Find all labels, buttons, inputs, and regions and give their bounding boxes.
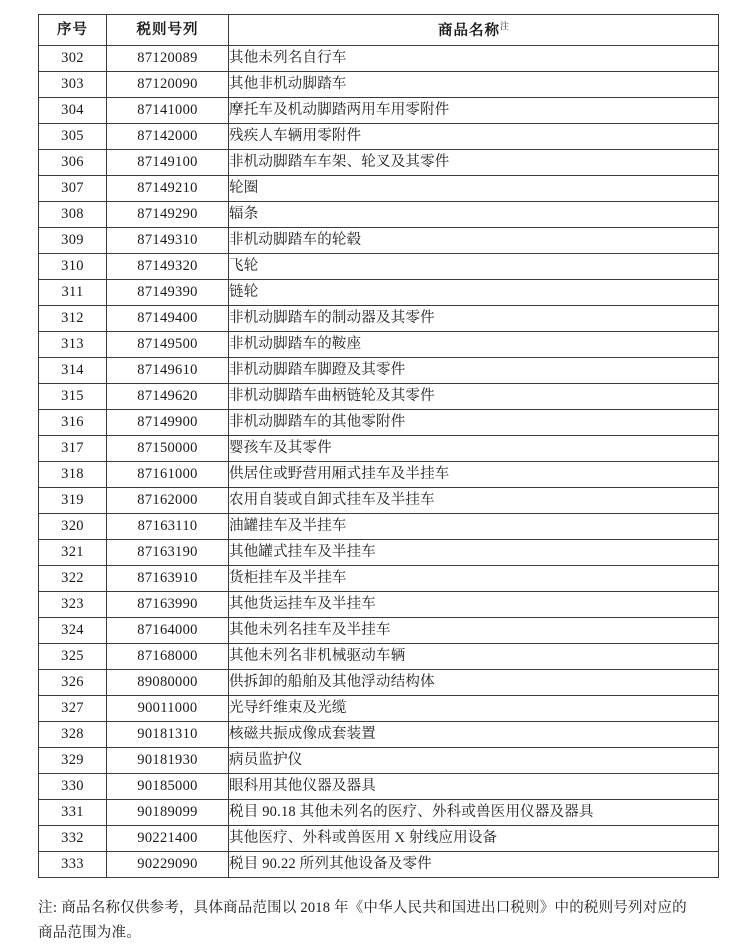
table-row — [39, 488, 719, 514]
table-row — [39, 358, 719, 384]
cell-seq: 312 — [39, 306, 107, 332]
cell-seq: 323 — [39, 592, 107, 618]
cell-code: 90181930 — [107, 748, 229, 774]
column-header-seq: 序号 — [39, 15, 107, 46]
table-row — [39, 852, 719, 878]
cell-seq: 303 — [39, 72, 107, 98]
table-row — [39, 98, 719, 124]
column-header-name-superscript: 注 — [499, 20, 509, 31]
note-text: 商品名称仅供参考，具体商品范围以 2018 年《中华人民共和国进出口税则》中的税则号列对应的商品范围为准。 — [38, 900, 687, 942]
cell-name: 非机动脚踏车曲柄链轮及其零件 — [229, 384, 719, 410]
cell-code: 87141000 — [107, 98, 229, 124]
table-row — [39, 436, 719, 462]
cell-seq: 319 — [39, 488, 107, 514]
table-row — [39, 46, 719, 72]
cell-seq: 307 — [39, 176, 107, 202]
cell-code: 87149400 — [107, 306, 229, 332]
table-row — [39, 72, 719, 98]
cell-code: 87149390 — [107, 280, 229, 306]
cell-seq: 332 — [39, 826, 107, 852]
cell-name: 病员监护仪 — [229, 748, 719, 774]
cell-seq: 316 — [39, 410, 107, 436]
cell-name: 核磁共振成像成套装置 — [229, 722, 719, 748]
cell-seq: 318 — [39, 462, 107, 488]
table-row — [39, 254, 719, 280]
table-body — [39, 46, 719, 878]
cell-seq: 304 — [39, 98, 107, 124]
cell-name: 非机动脚踏车的轮毂 — [229, 228, 719, 254]
cell-code: 87163190 — [107, 540, 229, 566]
cell-seq: 325 — [39, 644, 107, 670]
cell-code: 87161000 — [107, 462, 229, 488]
column-header-name-label: 商品名称 — [437, 22, 500, 39]
column-header-name — [229, 15, 719, 46]
cell-name: 供居住或野营用厢式挂车及半挂车 — [229, 462, 719, 488]
cell-code: 87163910 — [107, 566, 229, 592]
cell-name: 非机动脚踏车车架、轮叉及其零件 — [229, 150, 719, 176]
table-row — [39, 618, 719, 644]
cell-seq: 311 — [39, 280, 107, 306]
cell-name: 光导纤维束及光缆 — [229, 696, 719, 722]
cell-name: 税目 90.18 其他未列名的医疗、外科或兽医用仪器及器具 — [229, 800, 719, 826]
cell-code: 87120089 — [107, 46, 229, 72]
table-row — [39, 696, 719, 722]
cell-seq: 320 — [39, 514, 107, 540]
cell-code: 87149290 — [107, 202, 229, 228]
cell-name: 链轮 — [229, 280, 719, 306]
cell-code: 90185000 — [107, 774, 229, 800]
cell-name: 其他未列名挂车及半挂车 — [229, 618, 719, 644]
cell-code: 87149210 — [107, 176, 229, 202]
cell-seq: 310 — [39, 254, 107, 280]
cell-code: 87162000 — [107, 488, 229, 514]
table-row — [39, 332, 719, 358]
cell-seq: 321 — [39, 540, 107, 566]
cell-code: 87149320 — [107, 254, 229, 280]
cell-name: 其他未列名非机械驱动车辆 — [229, 644, 719, 670]
cell-name: 婴孩车及其零件 — [229, 436, 719, 462]
cell-seq: 326 — [39, 670, 107, 696]
cell-name: 其他非机动脚踏车 — [229, 72, 719, 98]
cell-code: 87150000 — [107, 436, 229, 462]
cell-code: 90181310 — [107, 722, 229, 748]
cell-code: 87164000 — [107, 618, 229, 644]
table-row — [39, 410, 719, 436]
cell-code: 90229090 — [107, 852, 229, 878]
cell-seq: 330 — [39, 774, 107, 800]
cell-code: 87163110 — [107, 514, 229, 540]
cell-seq: 302 — [39, 46, 107, 72]
cell-name: 税目 90.22 所列其他设备及零件 — [229, 852, 719, 878]
cell-name: 油罐挂车及半挂车 — [229, 514, 719, 540]
cell-seq: 327 — [39, 696, 107, 722]
table-row — [39, 514, 719, 540]
cell-code: 90011000 — [107, 696, 229, 722]
cell-name: 眼科用其他仪器及器具 — [229, 774, 719, 800]
table-row — [39, 826, 719, 852]
table-row — [39, 176, 719, 202]
cell-code: 87149900 — [107, 410, 229, 436]
table-row — [39, 566, 719, 592]
cell-code: 87149310 — [107, 228, 229, 254]
table-row — [39, 722, 719, 748]
table-row — [39, 202, 719, 228]
table-row — [39, 800, 719, 826]
cell-seq: 331 — [39, 800, 107, 826]
cell-code: 87142000 — [107, 124, 229, 150]
table-row — [39, 644, 719, 670]
cell-name: 非机动脚踏车的制动器及其零件 — [229, 306, 719, 332]
cell-seq: 329 — [39, 748, 107, 774]
table-row — [39, 228, 719, 254]
cell-seq: 314 — [39, 358, 107, 384]
cell-name: 非机动脚踏车的鞍座 — [229, 332, 719, 358]
cell-code: 87163990 — [107, 592, 229, 618]
table-row — [39, 124, 719, 150]
table-header-row — [39, 15, 719, 46]
cell-seq: 306 — [39, 150, 107, 176]
cell-code: 87149500 — [107, 332, 229, 358]
cell-seq: 308 — [39, 202, 107, 228]
cell-seq: 313 — [39, 332, 107, 358]
cell-name: 供拆卸的船舶及其他浮动结构体 — [229, 670, 719, 696]
cell-seq: 333 — [39, 852, 107, 878]
cell-code: 90221400 — [107, 826, 229, 852]
cell-seq: 305 — [39, 124, 107, 150]
cell-name: 其他未列名自行车 — [229, 46, 719, 72]
table-row — [39, 670, 719, 696]
cell-seq: 309 — [39, 228, 107, 254]
cell-seq: 317 — [39, 436, 107, 462]
cell-name: 货柜挂车及半挂车 — [229, 566, 719, 592]
cell-seq: 322 — [39, 566, 107, 592]
cell-name: 非机动脚踏车脚蹬及其零件 — [229, 358, 719, 384]
cell-name: 其他货运挂车及半挂车 — [229, 592, 719, 618]
table-row — [39, 306, 719, 332]
cell-name: 其他罐式挂车及半挂车 — [229, 540, 719, 566]
table-row — [39, 748, 719, 774]
cell-name: 辐条 — [229, 202, 719, 228]
cell-code: 89080000 — [107, 670, 229, 696]
cell-name: 飞轮 — [229, 254, 719, 280]
cell-name: 轮圈 — [229, 176, 719, 202]
table-note — [38, 896, 698, 947]
cell-code: 90189099 — [107, 800, 229, 826]
column-header-code: 税则号列 — [107, 15, 229, 46]
cell-name: 农用自装或自卸式挂车及半挂车 — [229, 488, 719, 514]
cell-code: 87168000 — [107, 644, 229, 670]
table-row — [39, 540, 719, 566]
table-head — [39, 15, 719, 46]
table-row — [39, 774, 719, 800]
table-row — [39, 592, 719, 618]
cell-name: 残疾人车辆用零附件 — [229, 124, 719, 150]
tariff-table — [38, 14, 719, 878]
cell-name: 非机动脚踏车的其他零附件 — [229, 410, 719, 436]
cell-name: 其他医疗、外科或兽医用 X 射线应用设备 — [229, 826, 719, 852]
cell-code: 87149620 — [107, 384, 229, 410]
cell-code: 87120090 — [107, 72, 229, 98]
cell-code: 87149100 — [107, 150, 229, 176]
note-label: 注: — [38, 900, 58, 916]
cell-code: 87149610 — [107, 358, 229, 384]
table-row — [39, 384, 719, 410]
table-row — [39, 150, 719, 176]
cell-name: 摩托车及机动脚踏两用车用零附件 — [229, 98, 719, 124]
cell-seq: 328 — [39, 722, 107, 748]
table-row — [39, 280, 719, 306]
cell-seq: 324 — [39, 618, 107, 644]
cell-seq: 315 — [39, 384, 107, 410]
table-row — [39, 462, 719, 488]
